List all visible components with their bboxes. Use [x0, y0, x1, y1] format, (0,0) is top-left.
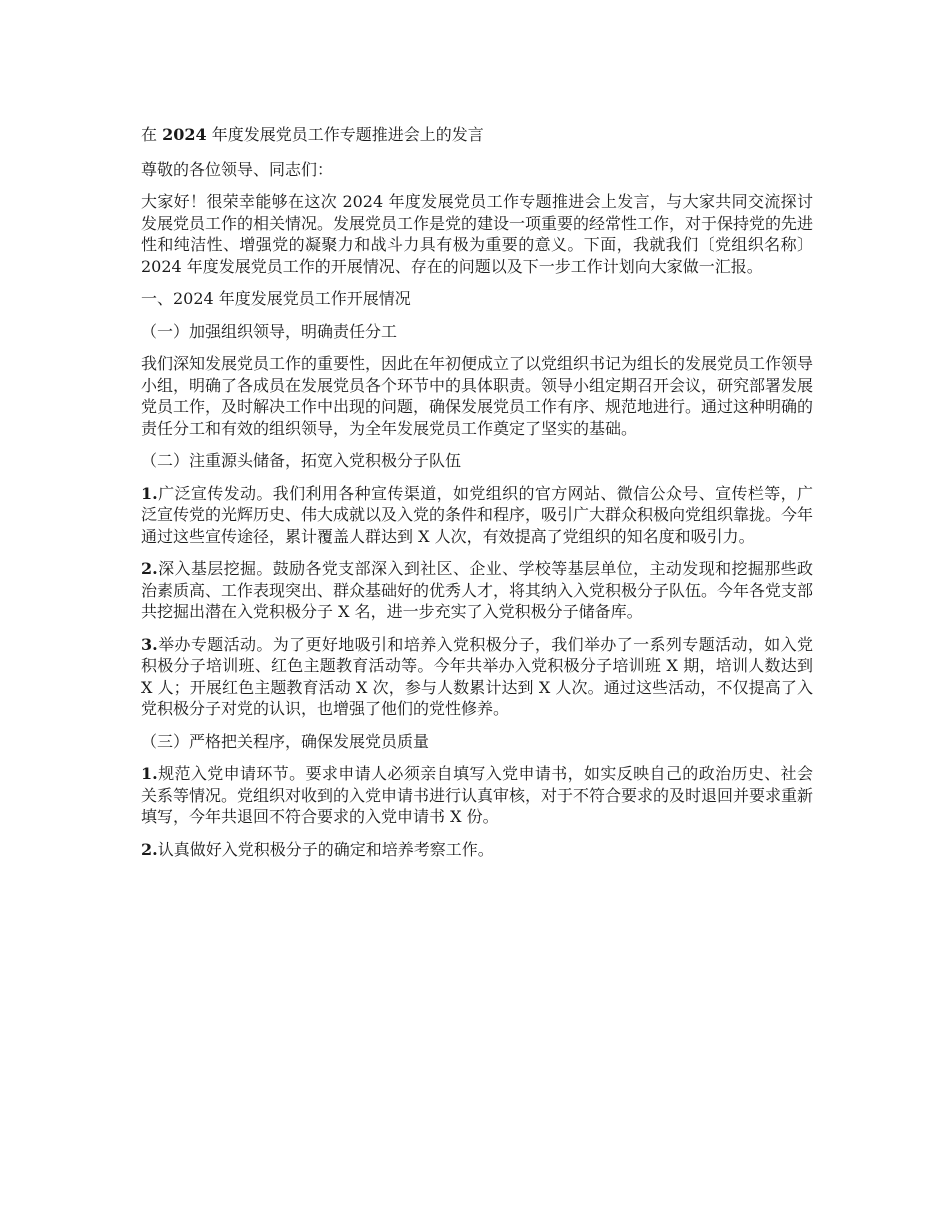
item-number: 3.: [141, 634, 158, 654]
item-number: 1.: [141, 764, 158, 783]
intro-paragraph: 大家好！很荣幸能够在这次 2024 年度发展党员工作专题推进会上发言，与大家共同交流探讨发展党员工作的相关情况。发展党员工作是党的建设一项重要的经常性工作，对于保持党的先进性和纯洁性、增强党的凝聚力和战斗力具有极为重要的意义。下面，我就我们〔党组织名称〕2024 年度发展党员工作的开展情况、存在的问题以及下一步工作计划向大家做一汇报。: [141, 192, 814, 276]
subsection-heading: （三）严格把关程序，确保发展党员质量: [141, 731, 430, 751]
item-text: 深入基层挖掘。鼓励各党支部深入到社区、企业、学校等基层单位，主动发现和挖掘那些政治素质高、工作表现突出、群众基础好的优秀人才，将其纳入入党积极分子队伍。今年各党支部共挖掘出潜在入党积极分子 X 名，进一步充实了入党积极分子储备库。: [141, 559, 814, 621]
numbered-paragraph: [141, 634, 813, 720]
item-number: 2.: [141, 839, 158, 859]
subsection-heading: （一）加强组织领导，明确责任分工: [141, 321, 398, 341]
title-year: 2024: [162, 125, 207, 144]
subsection-heading: （二）注重源头储备，拓宽入党积极分子队伍: [141, 451, 462, 470]
numbered-paragraph: [141, 558, 813, 623]
item-text: 广泛宣传发动。我们利用各种宣传渠道，如党组织的官方网站、微信公众号、宣传栏等，广泛宣传党的光辉历史、伟大成就以及入党的条件和程序，吸引广大群众积极向党组织靠拢。今年通过这些宣传途径，累计覆盖人群达到 X 人次，有效提高了党组织的知名度和吸引力。: [141, 483, 814, 546]
title-prefix: 在: [141, 125, 158, 144]
item-text: 举办专题活动。为了更好地吸引和培养入党积极分子，我们举办了一系列专题活动，如入党积极分子培训班、红色主题教育活动等。今年共举办入党积极分子培训班 X 期，培训人数达到 X 人；开展红色主题教育活动 X 次，参与人数累计达到 X 人次。通过这些活动，不仅提高了入党积极分子对党的认识，也增强了他们的党性修养。: [141, 634, 813, 718]
item-text: 规范入党申请环节。要求申请人必须亲自填写入党申请书，如实反映自己的政治历史、社会关系等情况。党组织对收到的入党申请书进行认真审核，对于不符合要求的及时退回并要求重新填写，今年共退回不符合要求的入党申请书 X 份。: [141, 764, 814, 826]
numbered-paragraph: [141, 483, 813, 548]
salutation: 尊敬的各位领导、同志们：: [141, 159, 334, 179]
body-paragraph: 我们深知发展党员工作的重要性，因此在年初便成立了以党组织书记为组长的发展党员工作领导小组，明确了各成员在发展党员各个环节中的具体职责。领导小组定期召开会议，研究部署发展党员工作，及时解决工作中出现的问题，确保发展党员工作有序、规范地进行。通过这种明确的责任分工和有效的组织领导，为全年发展党员工作奠定了坚实的基础。: [141, 354, 814, 438]
item-text: 认真做好入党积极分子的确定和培养考察工作。: [157, 839, 494, 859]
title-suffix: 年度发展党员工作专题推进会上的发言: [211, 125, 484, 144]
item-number: 2.: [141, 559, 158, 578]
document-page: [141, 124, 813, 871]
document-title: [141, 124, 813, 146]
numbered-paragraph: [141, 763, 813, 828]
section-heading: 一、2024 年度发展党员工作开展情况: [141, 289, 411, 308]
item-number: 1.: [141, 483, 158, 503]
numbered-paragraph: [141, 839, 813, 861]
